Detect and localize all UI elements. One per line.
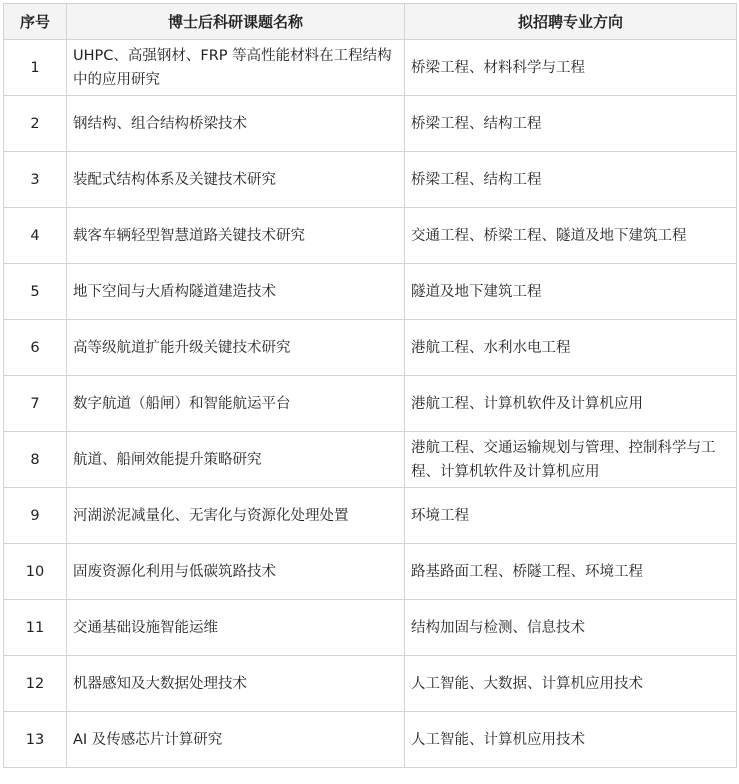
row-index: 13	[4, 712, 67, 768]
row-major: 路基路面工程、桥隧工程、环境工程	[405, 544, 737, 600]
row-index: 2	[4, 96, 67, 152]
row-index: 6	[4, 320, 67, 376]
row-index: 1	[4, 40, 67, 96]
row-topic: 数字航道（船闸）和智能航运平台	[67, 376, 405, 432]
row-index: 9	[4, 488, 67, 544]
row-topic: 河湖淤泥减量化、无害化与资源化处理处置	[67, 488, 405, 544]
row-major: 桥梁工程、结构工程	[405, 96, 737, 152]
table-row	[4, 320, 737, 376]
row-major: 港航工程、交通运输规划与管理、控制科学与工程、计算机软件及计算机应用	[405, 432, 737, 488]
row-major: 港航工程、计算机软件及计算机应用	[405, 376, 737, 432]
row-major: 交通工程、桥梁工程、隧道及地下建筑工程	[405, 208, 737, 264]
row-index: 8	[4, 432, 67, 488]
row-index: 5	[4, 264, 67, 320]
header-index: 序号	[4, 4, 67, 40]
row-major: 结构加固与检测、信息技术	[405, 600, 737, 656]
table-row	[4, 488, 737, 544]
table-row	[4, 152, 737, 208]
postdoc-topics-table	[3, 3, 737, 768]
table-row	[4, 376, 737, 432]
row-topic: 机器感知及大数据处理技术	[67, 656, 405, 712]
row-index: 12	[4, 656, 67, 712]
row-topic: 装配式结构体系及关键技术研究	[67, 152, 405, 208]
row-major: 桥梁工程、结构工程	[405, 152, 737, 208]
row-topic: 地下空间与大盾构隧道建造技术	[67, 264, 405, 320]
row-index: 10	[4, 544, 67, 600]
table-row	[4, 544, 737, 600]
row-major: 人工智能、大数据、计算机应用技术	[405, 656, 737, 712]
row-topic: 钢结构、组合结构桥梁技术	[67, 96, 405, 152]
row-index: 4	[4, 208, 67, 264]
row-major: 桥梁工程、材料科学与工程	[405, 40, 737, 96]
table-row	[4, 96, 737, 152]
table-header-row	[4, 4, 737, 40]
row-topic: 高等级航道扩能升级关键技术研究	[67, 320, 405, 376]
row-index: 3	[4, 152, 67, 208]
row-major: 隧道及地下建筑工程	[405, 264, 737, 320]
row-major: 环境工程	[405, 488, 737, 544]
row-topic: 航道、船闸效能提升策略研究	[67, 432, 405, 488]
table-row	[4, 208, 737, 264]
row-index: 7	[4, 376, 67, 432]
table-row	[4, 600, 737, 656]
table-row	[4, 264, 737, 320]
table-row	[4, 432, 737, 488]
table-row	[4, 40, 737, 96]
row-major: 人工智能、计算机应用技术	[405, 712, 737, 768]
row-topic: UHPC、高强钢材、FRP 等高性能材料在工程结构中的应用研究	[67, 40, 405, 96]
row-topic: AI 及传感芯片计算研究	[67, 712, 405, 768]
table-row	[4, 656, 737, 712]
row-index: 11	[4, 600, 67, 656]
row-topic: 载客车辆轻型智慧道路关键技术研究	[67, 208, 405, 264]
header-major: 拟招聘专业方向	[405, 4, 737, 40]
header-topic: 博士后科研课题名称	[67, 4, 405, 40]
row-topic: 固废资源化利用与低碳筑路技术	[67, 544, 405, 600]
row-topic: 交通基础设施智能运维	[67, 600, 405, 656]
table-row	[4, 712, 737, 768]
row-major: 港航工程、水利水电工程	[405, 320, 737, 376]
